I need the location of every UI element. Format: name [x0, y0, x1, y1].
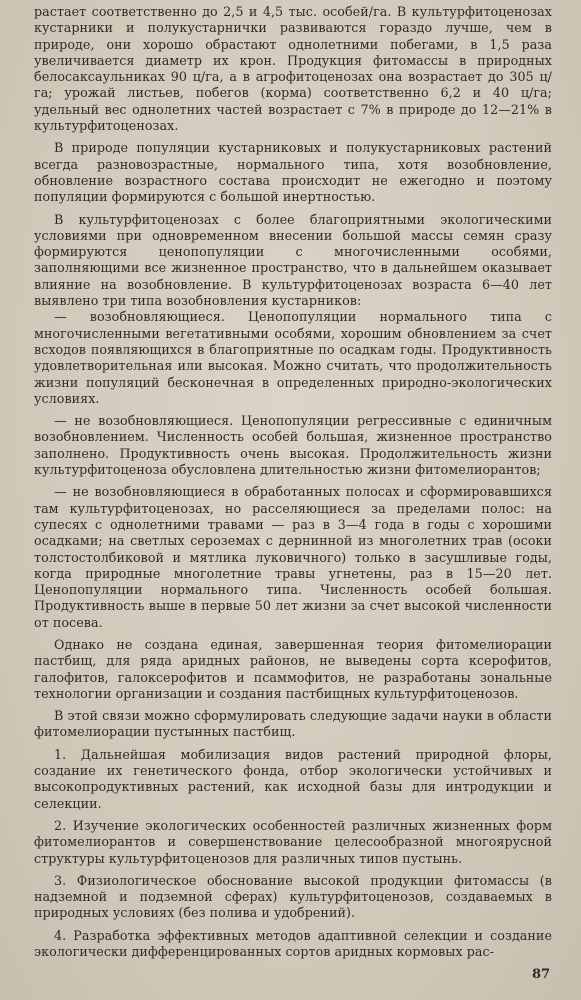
paragraph-7: Однако не создана единая, завершенная теория фитомелиорации пастбищ, для ряда аридных районов, не выведены сорта ксерофитов, галофитов, галоксерофитов и псаммофитов, не разработаны зональные технологии организации и создания пастбищных культурфитоценозов. — [34, 636, 552, 701]
paragraph-4: — возобновляющиеся. Ценопопуляции нормального типа с многочисленными вегетативными особями, хорошим обновлением за счет всходов появляющихся в благоприятные по осадкам годы. Продуктивность удовлетворительная или высокая. Можно считать, что продолжительность жизни популяций бесконечная в определенных природно-экологических условиях. — [34, 309, 552, 406]
paragraph-8: В этой связи можно сформулировать следующие задачи науки в области фитомелиорации пустынных пастбищ. — [34, 708, 552, 740]
paragraph-5: — не возобновляющиеся. Ценопопуляции регрессивные с единичным возобновлением. Численность особей большая, жизненное пространство заполнено. Продуктивность очень высокая. Продолжительность жизни культурфитоценоза обусловлена длительностью жизни фитомелиорантов; — [34, 413, 552, 478]
paragraph-1: растает соответственно до 2,5 и 4,5 тыс. особей/га. В культурфитоценозах кустарники и полукустарнички развиваются гораздо лучше, чем в природе, они хорошо обрастают однолетними побегами, в 1,5 раза увеличивается диаметр их крон. Продукция фитомассы в природных белосаксаульниках 90 ц/га, а в агрофитоценозах она возрастает до 305 ц/га; урожай листьев, побегов (корма) соответственно 6,2 и 40 ц/га; удельный вес однолетних частей возрастает с 7% в природе до 12—21% в культурфитоценозах. — [34, 4, 552, 134]
paragraph-6: — не возобновляющиеся в обработанных полосах и сформировавшихся там культурфитоценозах, но расселяющиеся за пределами полос: на супесях с однолетними травами — раз в 3—4 года в годы с хорошими осадками; на светлых сероземах с дернинной из многолетних трав (осоки толстостолбиковой и мятлика луковичного) только в засушливые годы, когда природные многолетние травы угнетены, раз в 15—20 лет. Ценопопуляции нормального типа. Численность особей большая. Продуктивность выше в первые 50 лет жизни за счет высокой численности от посева. — [34, 484, 552, 630]
list-item-2: 2. Изучение экологических особенностей различных жизненных форм фитомелиорантов и совершенствование целесообразной многоярусной структуры культурфитоценозов для различных типов пустынь. — [34, 817, 552, 866]
list-item-4: 4. Разработка эффективных методов адаптивной селекции и создание экологически дифференцированных сортов аридных кормовых рас- — [34, 927, 552, 960]
book-page-text — [34, 4, 552, 960]
paragraph-3: В культурфитоценозах с более благоприятными экологическими условиями при одновременном внесении большой массы семян сразу формируются ценопопуляции с многочисленными особями, заполняющими все жизненное пространство, что в дальнейшем оказывает влияние на возобновление. В культурфитоценозах возраста 6—40 лет выявлено три типа возобновления кустарников: — [34, 211, 552, 309]
list-item-3: 3. Физиологическое обоснование высокой продукции фитомассы (в надземной и подземной сферах) культурфитоценозов, создаваемых в природных условиях (без полива и удобрений). — [34, 872, 552, 921]
list-item-1: 1. Дальнейшая мобилизация видов растений природной флоры, создание их генетического фонда, отбор экологически устойчивых и высокопродуктивных растений, как исходной базы для интродукции и селекции. — [34, 746, 552, 811]
paragraph-2: В природе популяции кустарниковых и полукустарниковых растений всегда разновозрастные, нормального типа, хотя возобновление, обновление возрастного состава происходит не ежегодно и поэтому популяции формируются с большой инертностью. — [34, 140, 552, 205]
page-number: 87 — [532, 967, 551, 982]
